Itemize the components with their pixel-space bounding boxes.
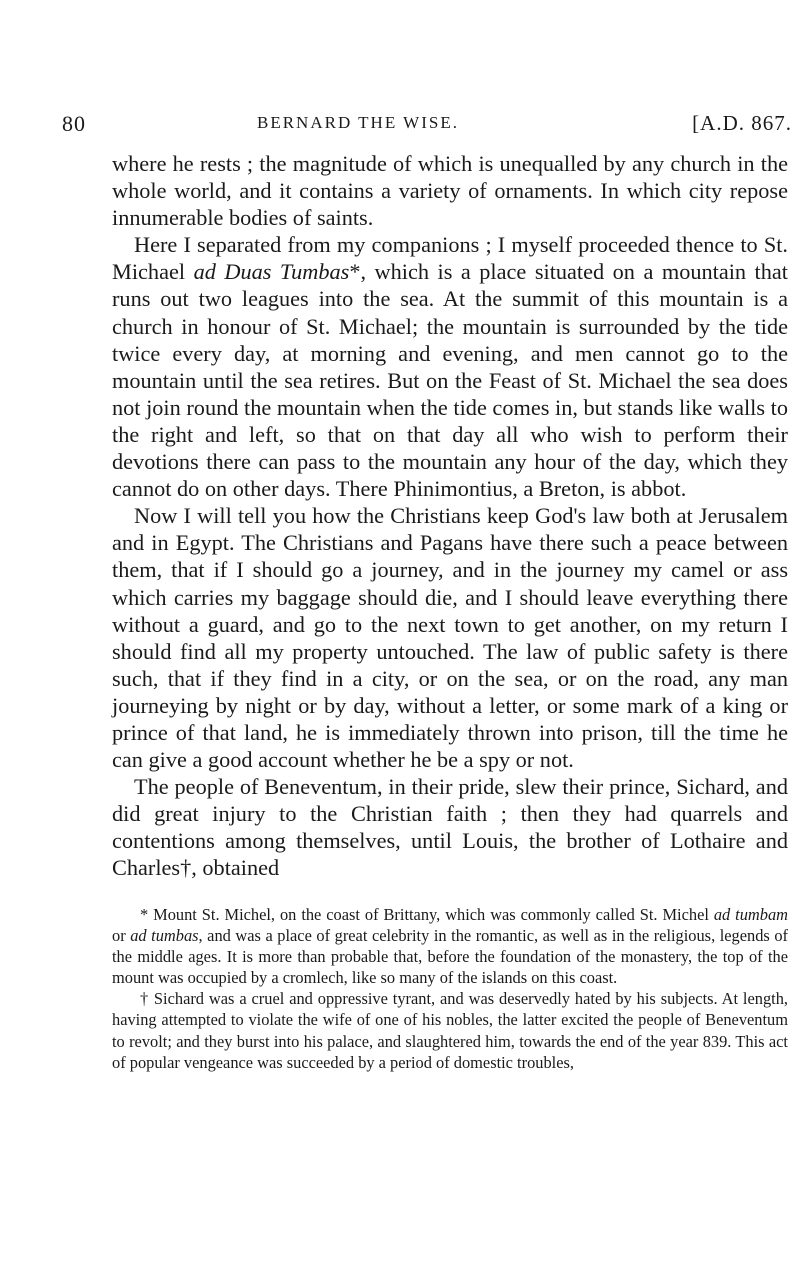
footnote-2: † Sichard was a cruel and oppressive tyrant, and was deservedly hated by his subjects. At length, having attempted to violate the wife of one of his nobles, the latter excited the people of Beneventum to revolt; and they burst into his palace, and slaughtered him, towards the end of the year 839. This act of popular vengeance was succeeded by a period of domestic troubles, bbox=[112, 989, 788, 1072]
footnote-1-italic-2: ad tumbas bbox=[130, 926, 199, 946]
paragraph-3: Now I will tell you how the Christians keep God's law both at Jerusalem and in Egypt. The Christians and Pagans have there such a peace between them, that if I should go a journey, and in the journey my camel or ass which carries my baggage should die, and I should leave everything there without a guard, and go to the next town to get another, on my return I should find all my property untouched. The law of public safety is there such, that if they find in a city, or on the sea, or on the road, any man journeying by night or by day, without a letter, or some mark of a king or prince of that land, he is immediately thrown into prison, till the time he can give a good account whether he be a spy or not. bbox=[112, 503, 788, 773]
footnote-1-text-b: , and was a place of great celebrity in the romantic, as well as in the religious, legends of the middle ages. It is more than probable that, before the foundation of the monastery, the top of the mount was occupied by a cromlech, like so many of the islands on this coast. bbox=[112, 926, 788, 988]
running-title: BERNARD THE WISE. bbox=[257, 113, 459, 132]
footnote-1-italic-1: ad tumbam bbox=[713, 905, 788, 924]
main-text bbox=[112, 150, 788, 882]
paragraph-2 bbox=[112, 231, 788, 502]
paragraph-2-text-b: *, which is a place situated on a mountain that runs out two leagues into the sea. At the summit of this mountain is a church in honour of St. Michael; the mountain is surrounded by the tide twice every day, at morning and evening, and men cannot go to the mountain until the sea retires. But on the Feast of St. Michael the sea does not join round the mountain when the tide comes in, but stands like walls to the right and left, so that on that day all who wish to perform their devotions there can pass to the mountain any hour of the day, which they cannot do on other days. There Phinimontius, a Breton, is abbot. bbox=[112, 259, 788, 502]
paragraph-4: The people of Beneventum, in their pride, slew their prince, Sichard, and did great injury to the Christian faith ; then they had quarrels and contentions among themselves, until Louis, the brother of Lothaire and Charles†, obtained bbox=[112, 774, 788, 881]
page-number: 80 bbox=[62, 111, 86, 136]
footnote-1 bbox=[112, 904, 788, 988]
running-date: [A.D. 867. bbox=[692, 111, 792, 135]
paragraph-2-italic: ad Duas Tumbas bbox=[193, 259, 350, 285]
paragraph-2-text-a: Here I separated from my companions ; I myself proceeded thence to St. Michael bbox=[112, 232, 788, 285]
footnote-1-or: or bbox=[112, 926, 131, 946]
footnote-1-text-a: * Mount St. Michel, on the coast of Brittany, which was commonly called St. Michel bbox=[140, 905, 714, 924]
running-head bbox=[62, 111, 792, 141]
footnotes bbox=[112, 904, 788, 1073]
paragraph-1: where he rests ; the magnitude of which is unequalled by any church in the whole world, and it contains a variety of ornaments. In which city repose innumerable bodies of saints. bbox=[112, 151, 788, 231]
